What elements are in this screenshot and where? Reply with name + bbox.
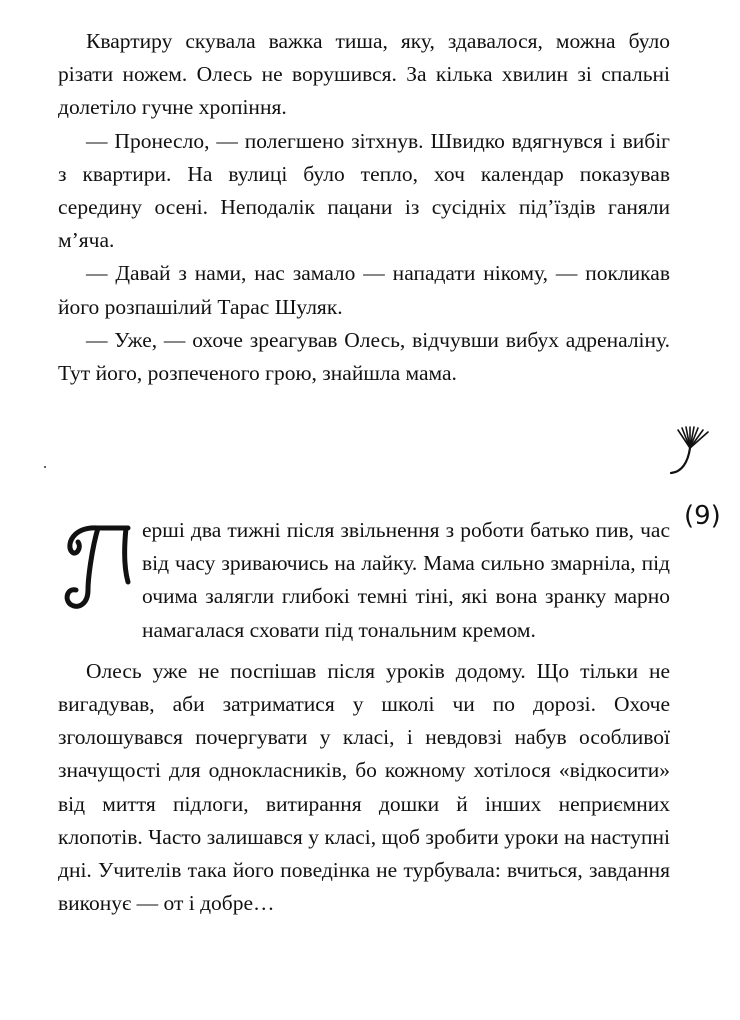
chapter-number: (9) (684, 501, 721, 531)
paragraph-gap (58, 647, 670, 655)
chapter-paragraph-2: Олесь уже не поспішав після уроків додому. Що тільки не вигадував, аби затриматися у школі чи по дорозі. Охоче зголошувався почергувати у класі, і невдовзі набув особливої значущості для однокласників, бо кожному хотілося «відкосити» від миття підлоги, витирання дошки й інших неприємних клопотів. Часто залишався у класі, щоб зробити уроки на наступні дні. Учителів така його поведінка не турбувала: вчиться, завдання виконує — от і добре… (58, 658, 670, 916)
stray-mark (44, 466, 46, 468)
top-text-block (58, 25, 670, 390)
paragraph-1: Квартиру скувала важка тиша, яку, здавалося, можна було різати ножем. Олесь не ворушився. За кілька хвилин зі спальні долетіло гучне хропіння. (58, 29, 670, 120)
dandelion-ornament-icon (668, 420, 718, 480)
drop-cap-pe-icon (58, 518, 136, 614)
paragraph-4: — Уже, — охоче зреагував Олесь, відчувши вибух адреналіну. Тут його, розпеченого грою, знайшла мама. (58, 327, 670, 386)
drop-cap (58, 518, 136, 614)
paragraph-2: — Пронесло, — полегшено зітхнув. Швидко вдягнувся і вибіг з квартири. На вулиці було тепло, хоч календар показував середину осені. Неподалік пацани із сусідніх під’їздів ганяли м’яча. (58, 128, 670, 253)
chapter-first-paragraph-text: ерші два тижні після звільнення з роботи батько пив, час від часу зриваючись на лайку. Мама сильно змарніла, під очима залягли глибокі темні тіні, які вона зранку марно намагалася сховати під тональним кремом. (142, 518, 670, 642)
paragraph-3: — Давай з нами, нас замало — нападати нікому, — покликав його розпашілий Тарас Шуляк. (58, 261, 670, 319)
chapter-first-paragraph (58, 514, 670, 647)
chapter-block (58, 514, 670, 920)
